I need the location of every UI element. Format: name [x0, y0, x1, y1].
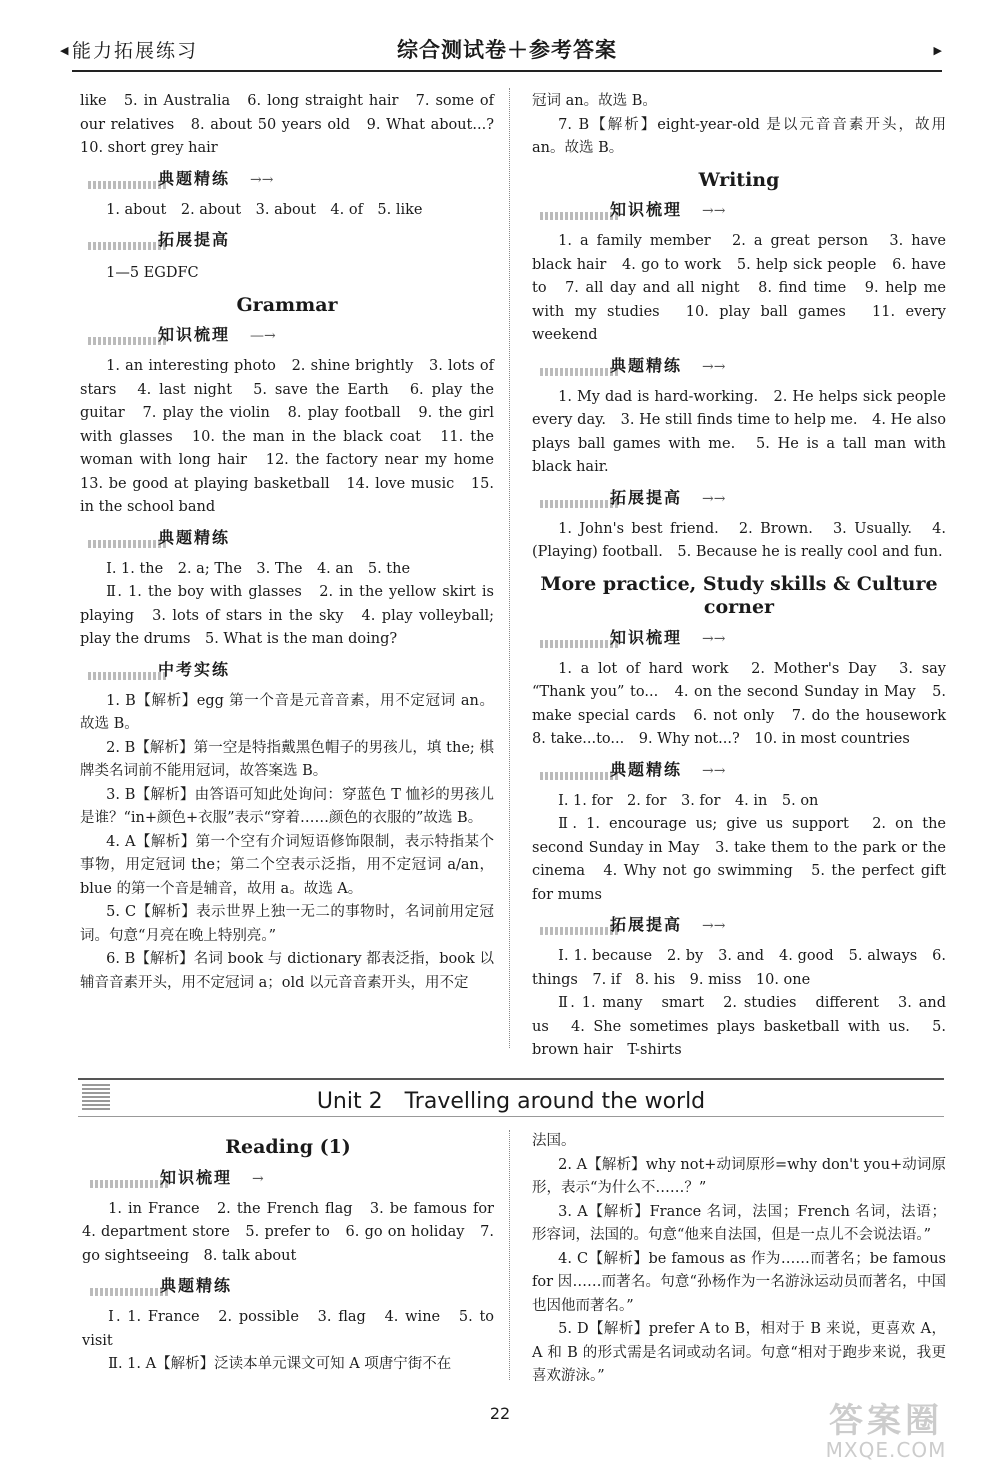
- subsection-label: 典题精练: [158, 527, 231, 547]
- subsection-label: 典题精练: [160, 1276, 233, 1295]
- header-center-title: 综合测试卷＋参考答案: [397, 37, 617, 62]
- ribbon-decoration: [540, 640, 620, 648]
- arrow-icon: →→: [702, 203, 726, 219]
- page-number: 22: [489, 1404, 511, 1423]
- answer-text: Ⅱ. 1. encourage us; give us support 2. on the second Sunday in May 3. take them to the park or the cinema 4. Why not go swimming 5. the perfect gift for mums: [532, 816, 946, 903]
- answer-text: Ⅰ. 1. because 2. by 3. and 4. good 5. always 6. things 7. if 8. his 9. miss 10. one: [532, 948, 946, 988]
- answer-text: 5. C【解析】表示世界上独一无二的事物时，名词前用定冠词。句意“月亮在晚上特别亮。”: [80, 904, 494, 944]
- subsection-dianti: [532, 352, 946, 382]
- subsection-dianti: [532, 756, 946, 786]
- answer-text: 法国。: [532, 1133, 576, 1149]
- triangle-left-icon: ◀: [60, 44, 69, 57]
- subsection-label: 典题精练: [610, 355, 683, 375]
- arrow-icon: →→: [702, 762, 726, 779]
- arrow-icon: →→: [702, 490, 726, 507]
- answer-text: 冠词 an。故选 B。: [532, 93, 657, 109]
- answer-text: 1. B【解析】egg 第一个音是元音音素，用不定冠词 an。故选 B。: [80, 692, 494, 732]
- arrow-icon: →→: [702, 630, 726, 647]
- subsection-tuozhan: [80, 226, 494, 256]
- ribbon-decoration: [88, 540, 168, 548]
- watermark-url: MXQE.COM: [825, 1438, 947, 1462]
- answer-text: 1. in France 2. the French flag 3. be famous for 4. department store 5. prefer to 6. go on holiday 7. go sightseeing 8. talk about: [82, 1200, 509, 1264]
- subsection-label: 典题精练: [158, 168, 231, 188]
- subsection-zhishi: [532, 196, 946, 226]
- ribbon-decoration: [90, 1180, 170, 1188]
- arrow-icon: →: [252, 1170, 264, 1187]
- subsection-label: 知识梳理: [610, 627, 683, 647]
- answer-text: 1—5 EGDFC: [106, 265, 199, 281]
- ribbon-decoration: [88, 672, 168, 680]
- subsection-dianti: [82, 1272, 494, 1302]
- answer-text: 4. A【解析】第一个空有介词短语修饰限制，表示特指某个事物，用定冠词 the；第二个空表示泛指，用不定冠词 a/an，blue 的第一个音是辅音，故用 a。故选 A。: [80, 833, 494, 897]
- answer-text: 1. John's best friend. 2. Brown. 3. Usually. 4. (Playing) football. 5. Because he is really cool and fun.: [532, 520, 946, 560]
- column-divider: [509, 88, 510, 1048]
- subsection-label: 知识梳理: [158, 325, 231, 344]
- answer-text: Ⅰ. 1. the 2. a; The 3. The 4. an 5. the: [106, 560, 411, 577]
- section-title-writing: Writing: [698, 168, 780, 191]
- watermark-logo: [796, 1402, 976, 1462]
- arrow-icon: →→: [702, 358, 726, 375]
- watermark-text: 答案圈: [829, 1401, 943, 1441]
- subsection-zhishi: [532, 624, 946, 654]
- subsection-zhishi: [82, 1164, 494, 1194]
- ribbon-decoration: [540, 500, 620, 508]
- answer-text: 1. about 2. about 3. about 4. of 5. like: [106, 201, 423, 218]
- right-column: [532, 90, 961, 1063]
- section-title-reading: Reading (1): [225, 1136, 351, 1158]
- bottom-left-column: [82, 1134, 509, 1377]
- section-title-grammar: Grammar: [236, 293, 338, 316]
- bottom-right-column: [532, 1130, 946, 1389]
- subsection-tuozhan: [532, 484, 946, 514]
- ribbon-decoration: [88, 181, 168, 189]
- column-divider: [509, 1130, 510, 1380]
- subsection-dianti: [80, 524, 494, 554]
- answer-text: Ⅰ. 1. for 2. for 3. for 4. in 5. on: [558, 792, 819, 809]
- answer-text: 7. B【解析】eight-year-old 是以元音音素开头，故用 an。故选 B。: [532, 116, 946, 156]
- ribbon-decoration: [88, 337, 168, 345]
- answer-text: 1. an interesting photo 2. shine brightly 3. lots of stars 4. last night 5. save the Earth 6. play the guitar 7. play the violin 8. play football 9. the girl with glasses 10. the man in the black coat 11. the woman with long hair 12. the factory near my home 13. be good at playing basketball 14. love music 15. in the school band: [80, 358, 509, 515]
- subsection-label: 拓展提高: [158, 230, 231, 249]
- section-title-more-practice: More practice, Study skills & Culture corner: [540, 572, 938, 618]
- ribbon-decoration: [540, 212, 620, 220]
- arrow-icon: →→: [250, 171, 274, 188]
- answer-text: Ⅱ. 1. many smart 2. studies different 3. and us 4. She sometimes plays basketball with us. 5. brown hair T-shirts: [532, 995, 961, 1058]
- subsection-label: 拓展提高: [610, 487, 683, 507]
- unit-title: Unit 2 Travelling around the world: [316, 1089, 706, 1114]
- answer-text: 3. A【解析】France 名词，法国；French 名词，法语；形容词，法国的。句意“他来自法国，但是一点儿不会说法语。”: [532, 1203, 946, 1243]
- ribbon-decoration: [88, 242, 168, 250]
- subsection-zhongkao: [80, 656, 494, 686]
- ribbon-decoration: [540, 927, 620, 935]
- page-header: [60, 30, 942, 72]
- answer-text: like 5. in Australia 6. long straight hair 7. some of our relatives 8. about 50 years old 9. What about...? 10. short grey hair: [80, 93, 509, 156]
- answer-text: 1. My dad is hard-working. 2. He helps sick people every day. 3. He still finds time to help me. 4. He also plays ball games with me. 5. He is a tall man with black hair.: [532, 388, 946, 475]
- ribbon-decoration: [540, 368, 620, 376]
- answer-text: 5. D【解析】prefer A to B，相对于 B 来说，更喜欢 A，A 和 B 的形式需是名词或动名词。句意“相对于跑步来说，我更喜欢游泳。”: [532, 1321, 946, 1384]
- arrow-icon: —→: [250, 328, 276, 344]
- triangle-right-icon: ▶: [933, 44, 942, 57]
- subsection-label: 拓展提高: [610, 915, 683, 934]
- subsection-tuozhan: [532, 911, 946, 941]
- answer-text: Ⅱ. 1. A【解析】泛读本单元课文可知 A 项唐宁街不在: [108, 1356, 452, 1372]
- unit-title-bar: [78, 1078, 944, 1117]
- answer-text: 2. B【解析】第一空是特指戴黑色帽子的男孩儿，填 the; 棋牌类名词前不能用冠词，故答案选 B。: [80, 739, 494, 779]
- subsection-zhishi: [80, 321, 494, 351]
- subsection-label: 典题精练: [610, 759, 683, 779]
- answer-text: 3. B【解析】由答语可知此处询问：穿蓝色 T 恤衫的男孩儿是谁？“in+颜色+衣服”表示“穿着……颜色的衣服的”故选 B。: [80, 786, 494, 826]
- ribbon-decoration: [90, 1288, 170, 1296]
- left-column: [80, 90, 509, 995]
- subsection-dianti: [80, 165, 494, 195]
- answer-text: 6. B【解析】名词 book 与 dictionary 都表泛指，book 以辅音音素开头，用不定冠词 a；old 以元音音素开头，用不定: [80, 951, 494, 991]
- subsection-label: 知识梳理: [160, 1167, 233, 1187]
- answer-text: 1. a lot of hard work 2. Mother's Day 3. say “Thank you” to... 4. on the second Sunday in May 5. make special cards 6. not only 7. do the housework 8. take...to... 9. Why not...? 10. in most countries: [532, 660, 961, 747]
- ribbon-decoration: [540, 772, 620, 780]
- subsection-label: 知识梳理: [610, 200, 683, 219]
- header-left-title: 能力拓展练习: [72, 40, 199, 62]
- answer-text: 1. a family member 2. a great person 3. have black hair 4. go to work 5. help sick people 6. have to 7. all day and all night 8. find time 9. help me with my studies 10. play ball games 11. every weekend: [532, 233, 946, 343]
- arrow-icon: →→: [702, 918, 726, 934]
- answer-text: 4. C【解析】be famous as 作为……而著名；be famous for 因……而著名。句意“孙杨作为一名游泳运动员而著名，中国也因他而著名。”: [532, 1250, 946, 1314]
- answer-text: 2. A【解析】why not+动词原形=why don't you+动词原形，表示“为什么不……？”: [532, 1156, 946, 1196]
- subsection-label: 中考实练: [158, 659, 231, 679]
- answer-text: Ⅱ. 1. the boy with glasses 2. in the yellow skirt is playing 3. lots of stars in the sky 4. play volleyball; play the drums 5. What is the man doing?: [80, 584, 494, 647]
- answer-text: Ⅰ. 1. France 2. possible 3. flag 4. wine 5. to visit: [82, 1309, 494, 1349]
